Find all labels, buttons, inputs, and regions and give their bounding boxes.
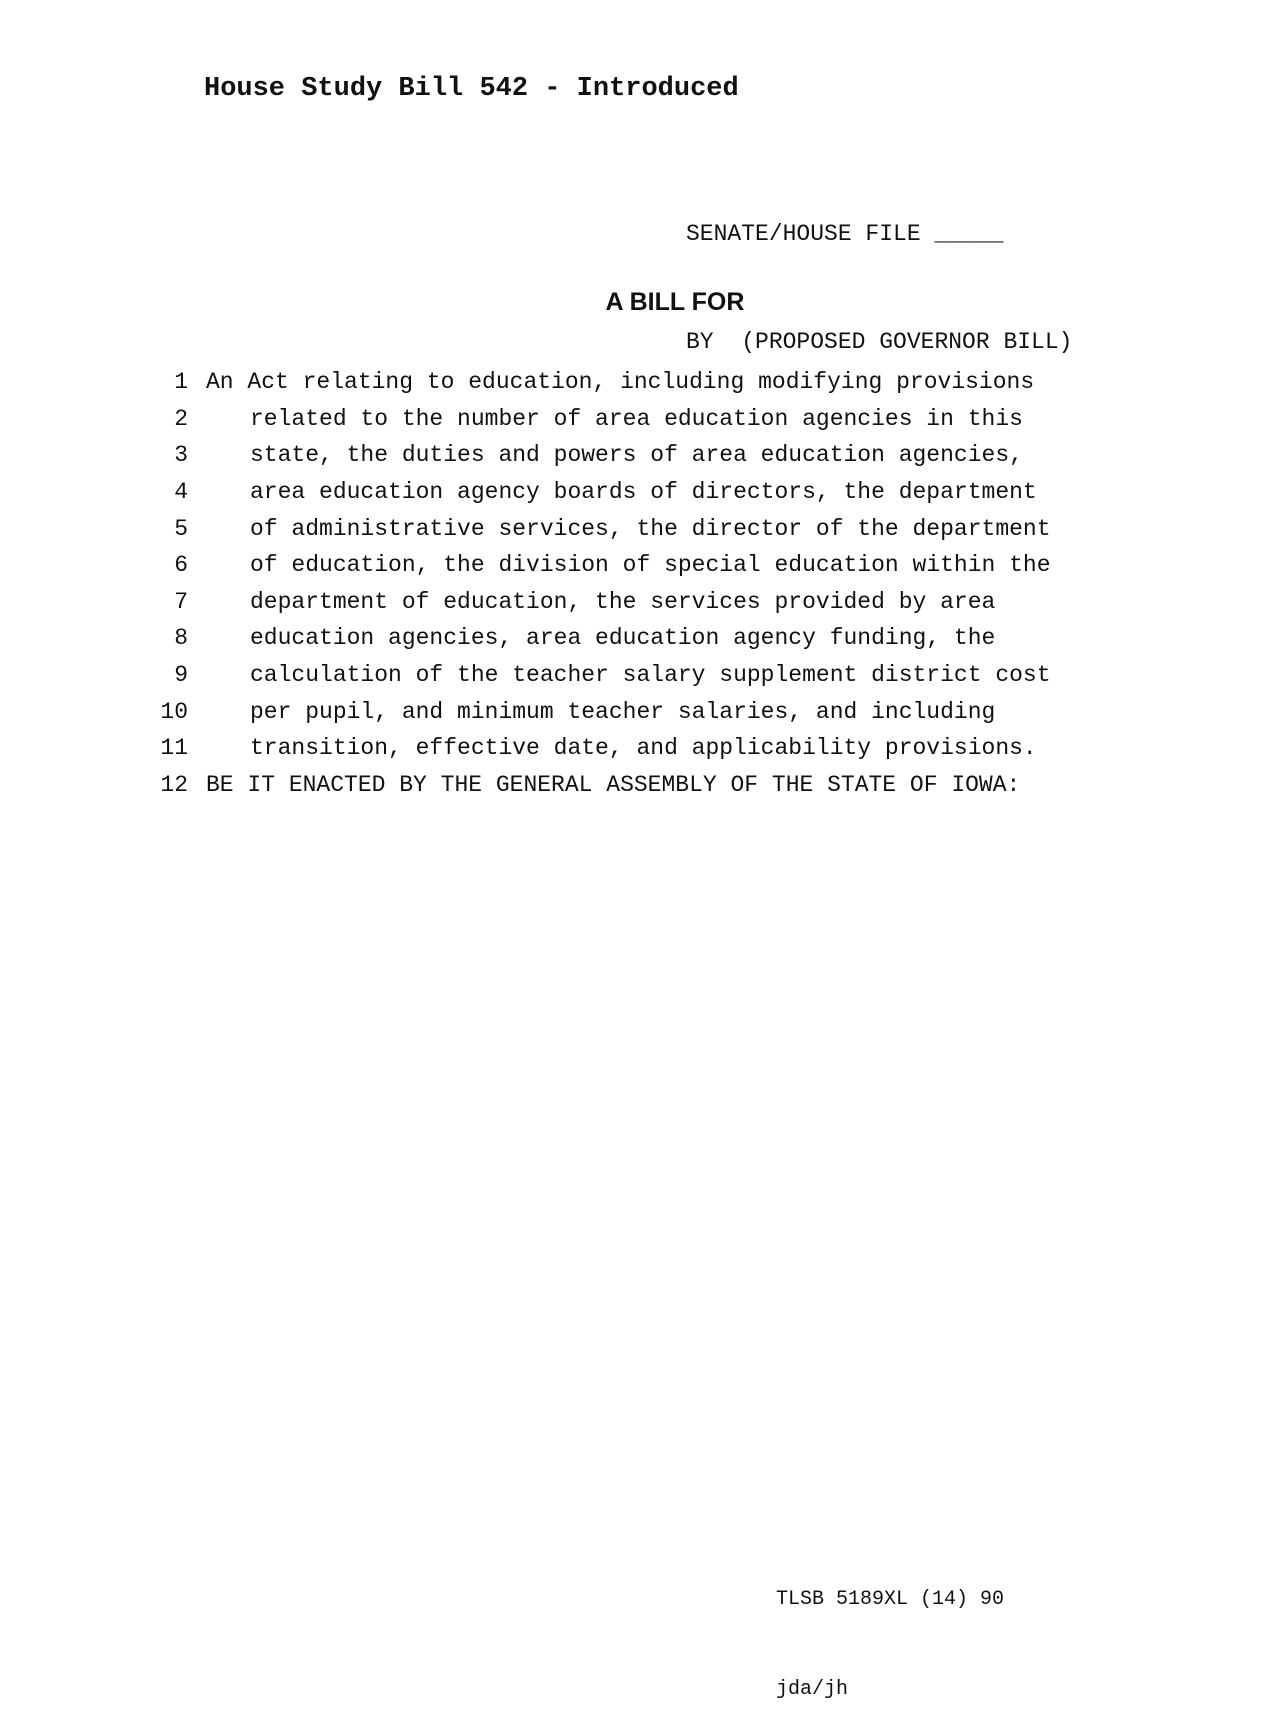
- line-number: 6: [174, 552, 188, 579]
- line-text: education agencies, area education agency funding, the: [250, 625, 996, 652]
- line-text: An Act relating to education, including modifying provisions: [206, 369, 1035, 396]
- file-line: SENATE/HOUSE FILE _____: [686, 221, 1004, 247]
- bill-line: [150, 620, 1051, 657]
- document-footer: [776, 1525, 1004, 1735]
- line-text: BE IT ENACTED BY THE GENERAL ASSEMBLY OF THE STATE OF IOWA:: [206, 771, 1021, 798]
- bill-line: [150, 401, 1051, 438]
- bill-line: [150, 657, 1051, 694]
- line-number: 8: [174, 625, 188, 652]
- bill-text: [150, 364, 1051, 803]
- bill-line: [150, 767, 1051, 804]
- bill-line: [150, 474, 1051, 511]
- bill-line: [150, 584, 1051, 621]
- sponsor-line: BY (PROPOSED GOVERNOR BILL): [686, 329, 1073, 355]
- line-text: department of education, the services provided by area: [250, 588, 996, 615]
- line-number: 12: [160, 771, 188, 798]
- line-number: 11: [160, 735, 188, 762]
- line-number: 7: [174, 588, 188, 615]
- line-text: area education agency boards of directors, the department: [250, 479, 1037, 506]
- document-title: House Study Bill 542 - Introduced: [204, 74, 739, 104]
- bill-line: [150, 510, 1051, 547]
- line-text: state, the duties and powers of area education agencies,: [250, 442, 1023, 469]
- line-number: 1: [174, 369, 188, 396]
- line-number: 10: [160, 698, 188, 725]
- footer-code: TLSB 5189XL (14) 90: [776, 1588, 1005, 1611]
- bill-line: [150, 364, 1051, 401]
- bill-line: [150, 693, 1051, 730]
- line-text: per pupil, and minimum teacher salaries, and including: [250, 698, 996, 725]
- bill-line: [150, 547, 1051, 584]
- line-number: 3: [174, 442, 188, 469]
- line-text: of education, the division of special education within the: [250, 552, 1051, 579]
- line-number: 4: [174, 479, 188, 506]
- file-designation: [686, 144, 1072, 396]
- line-number: 5: [174, 515, 188, 542]
- line-text: related to the number of area education agencies in this: [250, 405, 1023, 432]
- bill-heading: A BILL FOR: [605, 288, 745, 316]
- line-number: 9: [174, 662, 188, 689]
- bill-line: [150, 437, 1051, 474]
- line-text: transition, effective date, and applicability provisions.: [250, 735, 1037, 762]
- bill-line: [150, 730, 1051, 767]
- line-text: of administrative services, the director of the department: [250, 515, 1051, 542]
- footer-initials: jda/jh: [776, 1678, 849, 1701]
- line-number: 2: [174, 405, 188, 432]
- line-text: calculation of the teacher salary supplement district cost: [250, 662, 1051, 689]
